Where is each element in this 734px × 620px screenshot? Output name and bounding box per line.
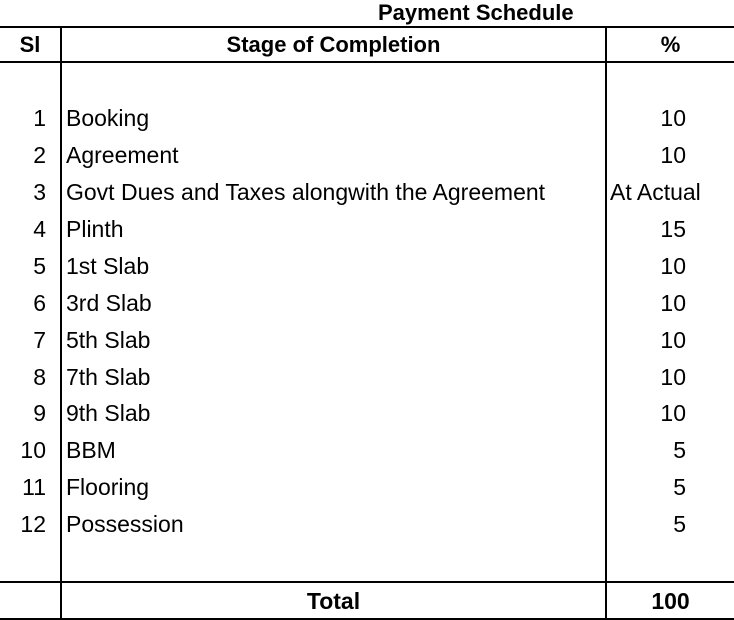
- row-percent: 10: [660, 290, 686, 316]
- row-sl: 2: [33, 142, 46, 168]
- row-sl: 7: [33, 327, 46, 353]
- row-sl: 12: [20, 511, 46, 537]
- row-percent: 10: [660, 105, 686, 131]
- total-label: Total: [306, 588, 361, 614]
- row-stage: Flooring: [66, 474, 150, 500]
- row-percent: 10: [660, 364, 686, 390]
- row-sl: 6: [33, 290, 46, 316]
- row-stage: 5th Slab: [66, 327, 151, 353]
- row-sl: 9: [33, 400, 46, 426]
- column-divider-sl: [60, 26, 62, 620]
- row-stage: BBM: [66, 437, 116, 463]
- row-stage: 1st Slab: [66, 253, 150, 279]
- column-header-stage: Stage of Completion: [226, 32, 441, 57]
- row-sl: 1: [33, 105, 46, 131]
- row-percent: 5: [673, 474, 686, 500]
- row-sl: 3: [33, 179, 46, 205]
- row-sl: 11: [22, 474, 46, 500]
- row-percent: 15: [660, 216, 686, 242]
- row-sl: 8: [33, 364, 46, 390]
- row-percent: 5: [673, 437, 686, 463]
- row-percent: 10: [660, 142, 686, 168]
- row-percent: 5: [673, 511, 686, 537]
- column-header-percent: %: [660, 32, 681, 57]
- row-sl: 4: [33, 216, 46, 242]
- row-stage: Govt Dues and Taxes alongwith the Agreement: [66, 179, 546, 205]
- row-percent: 10: [660, 253, 686, 279]
- total-value: 100: [651, 588, 690, 614]
- row-stage: Booking: [66, 105, 150, 131]
- row-stage: Agreement: [66, 142, 179, 168]
- row-sl: 5: [33, 253, 46, 279]
- row-stage: 9th Slab: [66, 400, 151, 426]
- row-stage: 7th Slab: [66, 364, 151, 390]
- row-sl: 10: [20, 437, 46, 463]
- header-bottom-border: [0, 61, 734, 63]
- row-percent: At Actual: [610, 179, 701, 205]
- row-percent: 10: [660, 327, 686, 353]
- row-stage: 3rd Slab: [66, 290, 152, 316]
- page-title: Payment Schedule: [378, 0, 574, 25]
- row-stage: Plinth: [66, 216, 124, 242]
- column-header-sl: Sl: [19, 32, 41, 57]
- row-stage: Possession: [66, 511, 184, 537]
- row-percent: 10: [660, 400, 686, 426]
